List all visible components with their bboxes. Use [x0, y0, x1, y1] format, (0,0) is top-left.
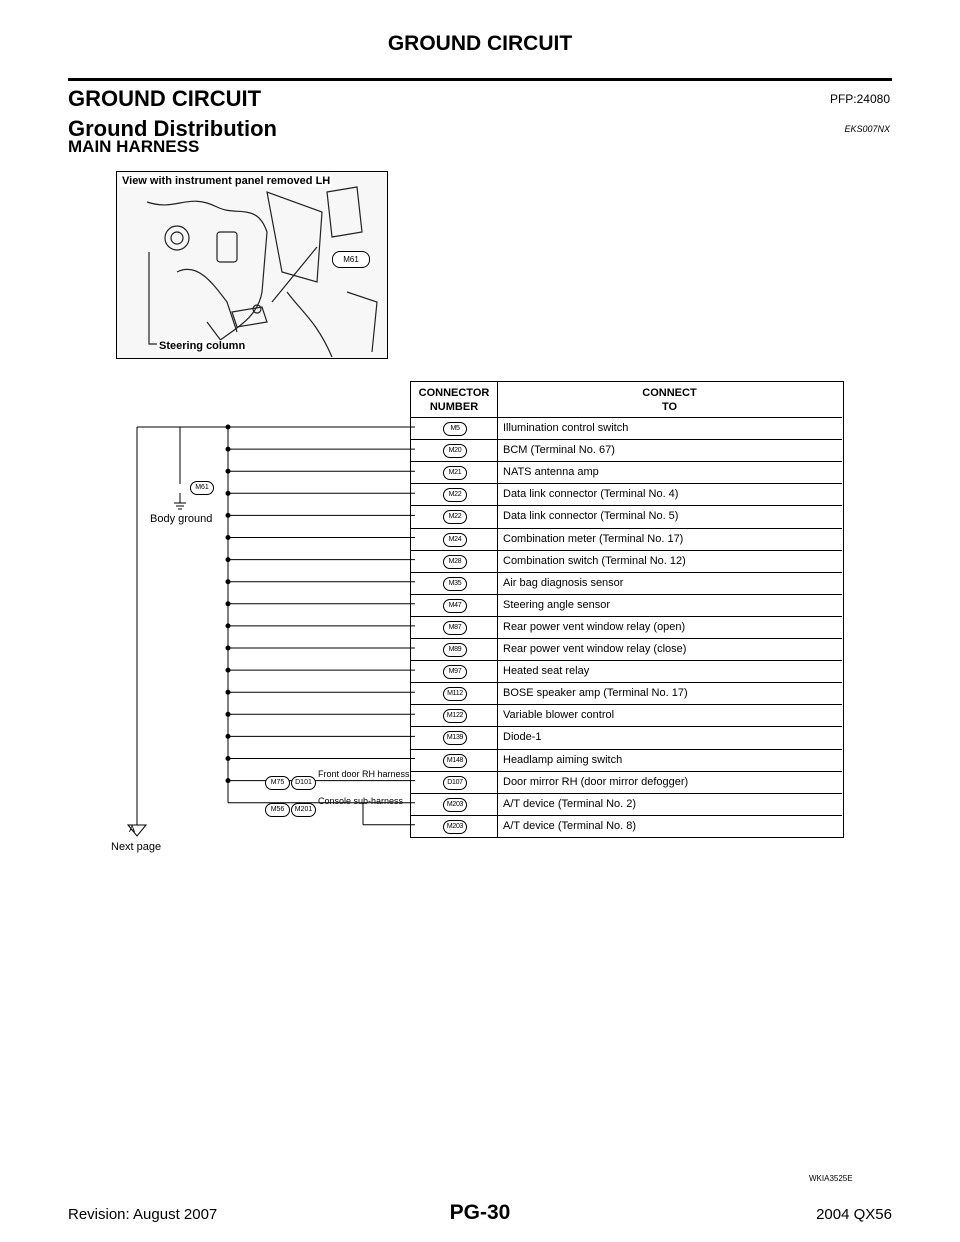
- connector-number: M203: [443, 798, 467, 812]
- table-row: [411, 749, 842, 772]
- footer-revision: Revision: August 2007: [68, 1206, 218, 1223]
- connect-to: A/T device (Terminal No. 8): [503, 819, 637, 832]
- connector-number: M203: [443, 820, 467, 834]
- connector-number: M122: [443, 709, 467, 723]
- header-to-line2: TO: [661, 401, 678, 413]
- table-row: [411, 439, 842, 462]
- junction-dot: [226, 712, 230, 716]
- harness2-label: Console sub-harness: [318, 796, 404, 806]
- section-title: GROUND CIRCUIT: [68, 86, 262, 111]
- subsection-code: EKS007NX: [844, 124, 890, 134]
- connector-number: M5: [443, 422, 467, 436]
- connect-to: BOSE speaker amp (Terminal No. 17): [503, 687, 688, 700]
- connect-to: Variable blower control: [503, 709, 615, 722]
- ground-label: Body ground: [150, 513, 213, 525]
- junction-dot: [226, 602, 230, 606]
- table-row: [411, 815, 842, 838]
- connect-to: NATS antenna amp: [503, 466, 599, 479]
- header-connect-to: [497, 382, 842, 417]
- photo-connector-label: M61: [332, 251, 370, 268]
- footer-model: 2004 QX56: [816, 1206, 892, 1223]
- connect-to: Combination meter (Terminal No. 17): [503, 532, 684, 545]
- connector-number: M24: [443, 533, 467, 547]
- photo-title: View with instrument panel removed LH: [122, 175, 331, 187]
- subsection-title: Ground Distribution: [68, 116, 277, 141]
- connect-to: Heated seat relay: [503, 665, 590, 678]
- connector-number: M22: [443, 488, 467, 502]
- connect-to: Door mirror RH (door mirror defogger): [503, 775, 689, 788]
- connect-to: Rear power vent window relay (open): [503, 620, 686, 633]
- junction-dot: [226, 668, 230, 672]
- table-row: [411, 483, 842, 506]
- connector-number: D107: [443, 776, 467, 790]
- connector-number: M28: [443, 555, 467, 569]
- harness2-conn-b: M201: [291, 803, 316, 817]
- junction-dot: [226, 536, 230, 540]
- connector-table: [410, 381, 844, 838]
- section-code: PFP:24080: [829, 92, 890, 106]
- photo-bottom-label: Steering column: [159, 340, 246, 352]
- connector-number: M112: [443, 687, 467, 701]
- harness1-conn-b: D101: [291, 776, 316, 790]
- table-row: [411, 726, 842, 749]
- connector-number: M148: [443, 754, 467, 768]
- table-row: [411, 505, 842, 528]
- harness1-conn-a: M75: [265, 776, 290, 790]
- connect-to: Illumination control switch: [503, 422, 629, 434]
- junction-dot: [226, 624, 230, 628]
- footer-page-number: PG-30: [449, 1201, 511, 1224]
- connector-number: M89: [443, 643, 467, 657]
- next-ref: A: [129, 824, 136, 834]
- harness2-conn-a: M56: [265, 803, 290, 817]
- table-row: [411, 771, 842, 794]
- table-row: [411, 550, 842, 573]
- connect-to: Air bag diagnosis sensor: [503, 576, 624, 589]
- figure-code: WKIA3525E: [809, 1174, 853, 1183]
- connect-to: Steering angle sensor: [503, 598, 611, 611]
- table-row: [411, 594, 842, 617]
- junction-dot: [226, 447, 230, 451]
- table-row: [411, 461, 842, 484]
- subhead: MAIN HARNESS: [68, 137, 200, 156]
- header-connector-number: [411, 382, 497, 417]
- table-row: [411, 616, 842, 639]
- table-row: [411, 638, 842, 661]
- harness1-label: Front door RH harness: [318, 769, 410, 779]
- junction-dot: [226, 580, 230, 584]
- junction-dot: [226, 690, 230, 694]
- connect-to: Headlamp aiming switch: [503, 753, 623, 766]
- connector-number: M21: [443, 466, 467, 480]
- header-to-line1: CONNECT: [642, 387, 697, 399]
- junction-dot: [226, 757, 230, 761]
- connect-to: Diode-1: [503, 731, 542, 744]
- ground-connector: M61: [190, 481, 214, 495]
- table-row: [411, 682, 842, 705]
- table-row: [411, 793, 842, 816]
- connector-number: M139: [443, 731, 467, 745]
- connect-to: Rear power vent window relay (close): [503, 643, 687, 655]
- connector-number: M22: [443, 510, 467, 524]
- running-head: GROUND CIRCUIT: [387, 32, 573, 55]
- table-row: [411, 704, 842, 727]
- junction-dot: [226, 513, 230, 517]
- junction-dot: [226, 491, 230, 495]
- table-row: [411, 528, 842, 551]
- connector-number: M20: [443, 444, 467, 458]
- header-connector-line1: CONNECTOR: [418, 387, 490, 399]
- connect-to: A/T device (Terminal No. 2): [503, 797, 637, 810]
- connect-to: Data link connector (Terminal No. 5): [503, 510, 679, 523]
- connect-to: Combination switch (Terminal No. 12): [503, 554, 686, 567]
- table-row: [411, 660, 842, 683]
- connect-to: Data link connector (Terminal No. 4): [503, 488, 679, 501]
- table-row: [411, 572, 842, 595]
- header-connector-line2: NUMBER: [429, 401, 479, 413]
- connector-number: M97: [443, 665, 467, 679]
- junction-dot: [226, 734, 230, 738]
- connector-number: M47: [443, 599, 467, 613]
- connect-to: BCM (Terminal No. 67): [503, 444, 615, 457]
- connector-number: M87: [443, 621, 467, 635]
- next-page-label: Next page: [111, 841, 162, 853]
- junction-dot: [226, 558, 230, 562]
- table-row: [411, 417, 842, 440]
- junction-dot: [226, 646, 230, 650]
- junction-dot: [226, 469, 230, 473]
- connector-number: M35: [443, 577, 467, 591]
- junction-dot: [226, 425, 230, 429]
